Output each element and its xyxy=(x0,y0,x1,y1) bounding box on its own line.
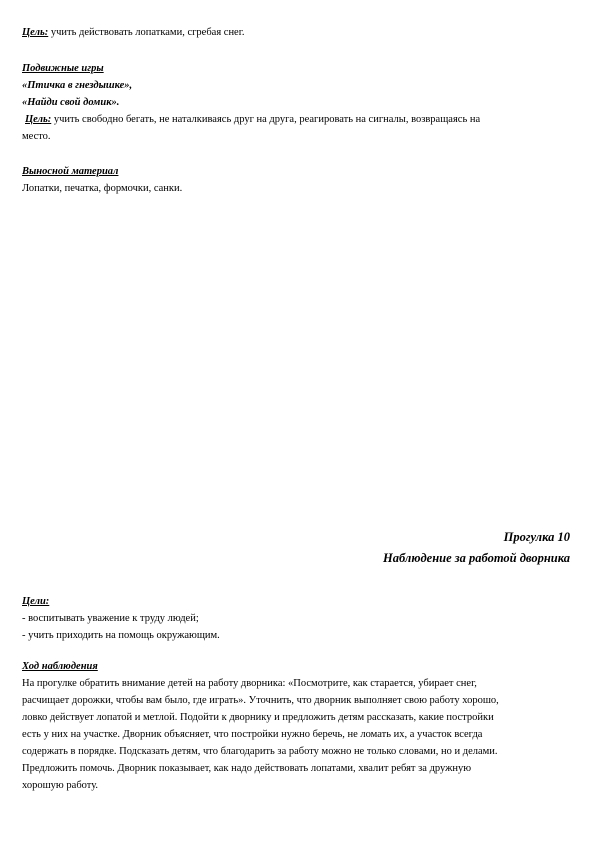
course-line: расчищает дорожки, чтобы вам было, где играть». Уточнить, что дворник выполняет свою работу хорошо, xyxy=(22,695,499,706)
material-heading: Выносной материал xyxy=(22,166,119,177)
course-heading: Ход наблюдения xyxy=(22,661,98,672)
games-goal-text-cont: место. xyxy=(22,131,51,142)
goal-paragraph xyxy=(22,24,574,41)
course-section xyxy=(22,658,574,794)
material-text: Лопатки, печатка, формочки, санки. xyxy=(22,183,183,194)
games-heading: Подвижные игры xyxy=(22,63,104,74)
course-line: Предложить помочь. Дворник показывает, как надо действовать лопатами, хвалит ребят за дружную xyxy=(22,763,472,774)
games-goal-label: Цель: xyxy=(25,114,52,125)
goal-item: - воспитывать уважение к труду людей; xyxy=(22,613,199,624)
games-section xyxy=(22,60,574,145)
goal-item: - учить приходить на помощь окружающим. xyxy=(22,630,220,641)
walk-title-block xyxy=(383,527,570,569)
material-section xyxy=(22,163,574,197)
game-item: «Птичка в гнездышке», xyxy=(22,80,133,91)
course-line: На прогулке обратить внимание детей на работу дворника: «Посмотрите, как старается, убирает снег, xyxy=(22,678,477,689)
game-item: «Найди свой домик». xyxy=(22,97,120,108)
walk-subtitle: Наблюдение за работой дворника xyxy=(383,551,570,565)
goal-label: Цель: xyxy=(22,27,49,38)
course-line: содержать в порядке. Подсказать детям, что благодарить за работу можно не только словами, но и делами. xyxy=(22,746,498,757)
walk-title: Прогулка 10 xyxy=(503,530,570,544)
course-line: ловко действует лопатой и метлой. Подойти к дворнику и предложить детям рассказать, какие постройки xyxy=(22,712,494,723)
goals-heading: Цели: xyxy=(22,596,50,607)
course-line: есть у них на участке. Дворник объясняет, что постройки нужно беречь, не ломать их, а участок всегда xyxy=(22,729,483,740)
games-goal-text: учить свободно бегать, не наталкиваясь друг на друга, реагировать на сигналы, возвращаясь на xyxy=(51,114,481,125)
course-line: хорошую работу. xyxy=(22,780,99,791)
goals-section xyxy=(22,593,574,644)
goal-text: учить действовать лопатками, сгребая снег. xyxy=(48,27,245,38)
